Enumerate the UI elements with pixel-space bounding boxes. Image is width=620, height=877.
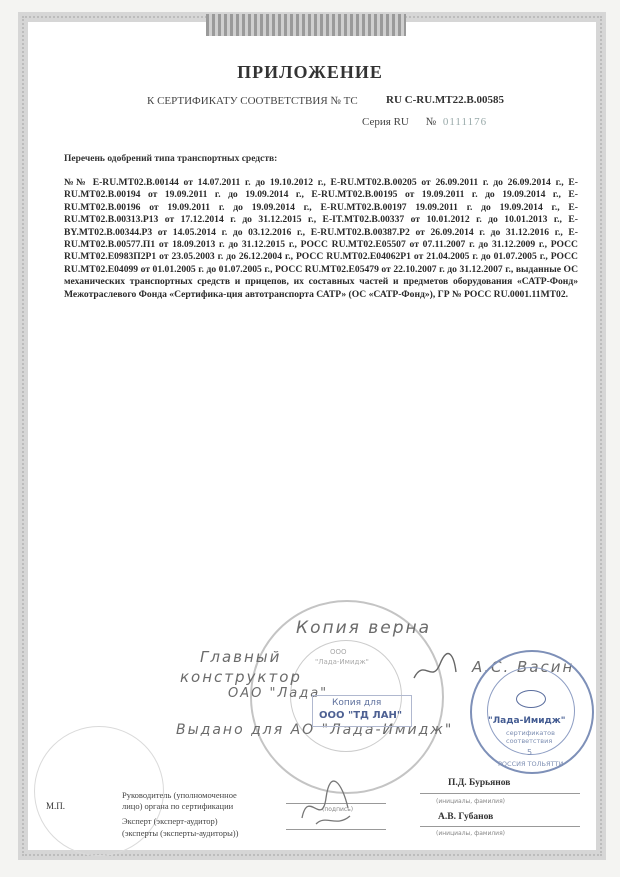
handwritten-copy-true: Копия верна (296, 618, 432, 638)
certificate-number: RU C-RU.MT22.B.00585 (386, 94, 504, 106)
lada-stamp-small2: соответствия (506, 737, 553, 745)
lada-stamp-brand: "Лада-Имидж" (488, 716, 566, 726)
head-name-line (420, 793, 580, 794)
handwritten-org: ОАО "Лада" (228, 686, 329, 701)
document-title: ПРИЛОЖЕНИЕ (237, 62, 383, 82)
organization-stamp-name: "Лада-Имидж" (315, 658, 369, 666)
handwritten-signer: А.С. Васин (472, 658, 575, 676)
handwritten-signature-2 (296, 778, 356, 838)
expert-label-line1: Эксперт (эксперт-аудитор) (122, 816, 218, 826)
lada-stamp-digit: 5 (527, 748, 533, 757)
approvals-list-title: Перечень одобрений типа транспортных средств: (64, 154, 278, 164)
series-value: RU (393, 116, 409, 128)
document-subtitle: К СЕРТИФИКАТУ СООТВЕТСТВИЯ № ТС (147, 95, 358, 107)
lada-stamp-small1: сертификатов (506, 729, 555, 737)
handwritten-issued-for: Выдано для АО "Лада-Имидж" (176, 722, 454, 738)
copy-stamp-line2: ООО "ТД ЛАН" (319, 710, 403, 721)
copy-stamp-line1: Копия для (332, 698, 382, 708)
handwritten-role-line1: Главный (200, 648, 282, 666)
decorative-top-band (206, 14, 406, 36)
number-label: № (425, 116, 437, 128)
head-name: П.Д. Бурьянов (448, 778, 511, 788)
head-label-line1: Руководитель (уполномоченное (122, 790, 237, 800)
organization-stamp-ooo: ООО (330, 648, 347, 656)
series-line (362, 116, 487, 128)
lada-logo-icon (516, 690, 546, 708)
lada-stamp-region: РОССИЯ ТОЛЬЯТТИ (498, 760, 564, 768)
handwritten-signature-1 (410, 650, 460, 690)
series-label: Серия (362, 116, 391, 128)
mp-label: М.П. (46, 801, 66, 811)
expert-name-line (420, 826, 580, 827)
approvals-list-text: №№ E-RU.MT02.B.00144 от 14.07.2011 г. до 19.10.2012 г., E-RU.MT02.B.00205 от 26.09.2011 г. до 26.09.2014 г., E-RU.MT02.B.00194 от 19.09.2011 г. до 19.09.2014 г., E-RU.MT02.B.00195 от 19.09.2011 г. до 19.09.2014 г., E-RU.MT02.B.00196 от 19.09.2011 г. до 19.09.2014 г., E-RU.MT02.B.00197 19.09.2011 г. до 19.09.2014 г., E-RU.MT02.B.00313.P13 от 17.12.2014 г. до 31.12.2015 г., E-IT.MT02.B.00337 от 10.01.2012 г. до 10.01.2013 г., E-BY.MT02.B.00344.P3 от 14.05.2014 г. до 03.12.2016 г., E-RU.MT02.B.00387.P2 от 26.09.2014 г. до 31.12.2016 г., E-RU.MT02.B.00577.П1 от 18.09.2013 г. до 31.12.2015 г., РОСС RU.MT02.E05507 от 07.11.2007 г. до 31.12.2009 г., РОСС RU.MT02.E0983П2Р1 от 23.05.2003 г. до 26.12.2004 г., РОСС RU.MT02.E04062P1 от 21.04.2005 г. до 01.07.2005 г., РОСС RU.MT02.E04099 от 01.01.2005 г. до 01.07.2005 г., РОСС RU.MT02.E05479 от 22.10.2007 г. до 31.12.2007 г., выданные ОС механических транспортных средств и прицепов, их составных частей и предметов оборудования «САТР-Фонд» Межотраслевого Фонда «Сертифика-ция автотранспорта САТР» (ОС «САТР-Фонд»), ГР № РОСС RU.0001.11МТ02. (64, 177, 578, 300)
head-initials-hint: (инициалы, фамилия) (436, 798, 506, 805)
series-number: 0111176 (442, 116, 488, 128)
handwritten-role-line2: конструктор (180, 668, 302, 686)
head-sign-hint: (подпись) (322, 806, 354, 813)
expert-name: А.В. Губанов (438, 812, 494, 822)
head-label-line2: лицо) органа по сертификации (122, 801, 234, 811)
expert-initials-hint: (инициалы, фамилия) (436, 830, 506, 837)
expert-label-line2: (эксперты (эксперты-аудиторы)) (122, 828, 239, 838)
